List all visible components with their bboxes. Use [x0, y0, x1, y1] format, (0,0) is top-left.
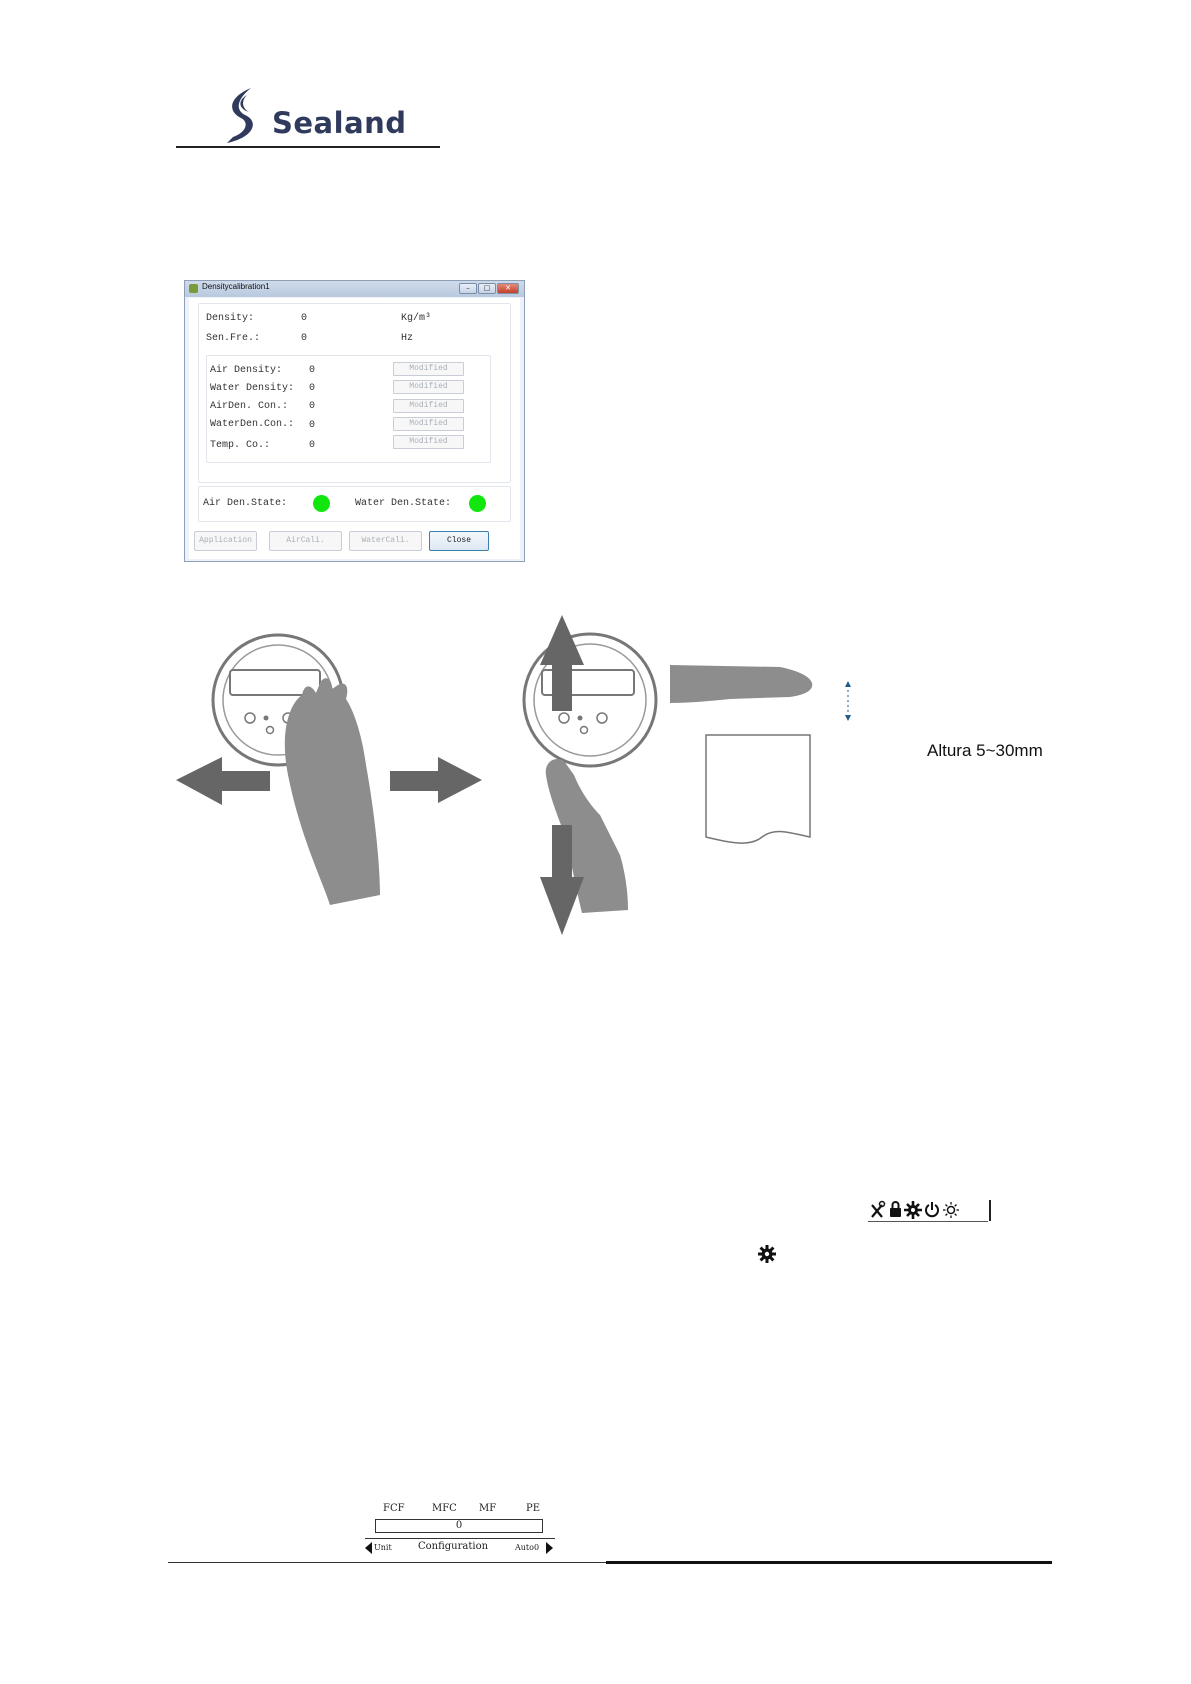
gear-icon [904, 1201, 922, 1219]
gesture-illustration [170, 615, 1050, 935]
sensor-frequency-label: Sen.Fre.: [206, 333, 261, 344]
maximize-icon[interactable]: □ [478, 283, 496, 294]
right-arrow-icon[interactable] [546, 1542, 553, 1554]
status-icon-row [868, 1197, 993, 1223]
water-density-constant-label: WaterDen.Con.: [210, 419, 295, 430]
water-density-label: Water Density: [210, 383, 295, 394]
water-density-modified-button[interactable]: Modified [393, 380, 464, 394]
air-density-label: Air Density: [210, 365, 283, 376]
air-density-state-indicator [313, 495, 330, 512]
temperature-coefficient-value: 0 [309, 440, 316, 451]
minimize-icon[interactable]: – [459, 283, 477, 294]
air-calibration-button[interactable]: AirCali. [269, 531, 342, 551]
brightness-icon [943, 1202, 959, 1218]
air-density-constant-label: AirDen. Con.: [210, 401, 289, 412]
density-value: 0 [301, 313, 308, 324]
height-range-label: Altura 5~30mm [927, 741, 1043, 760]
sensor-frequency-unit: Hz [401, 333, 414, 344]
water-density-state-label: Water Den.State: [355, 498, 452, 509]
air-density-value: 0 [309, 365, 316, 376]
arrow-left-icon [176, 757, 270, 805]
air-density-modified-button[interactable]: Modified [393, 362, 464, 376]
close-button[interactable]: Close [429, 531, 489, 551]
hand-height-illustration [670, 665, 812, 703]
lcd-label-mfc: MFC [432, 1503, 457, 1514]
air-density-state-label: Air Den.State: [203, 498, 288, 509]
window-titlebar[interactable] [185, 281, 524, 297]
water-density-state-indicator [469, 495, 486, 512]
arrow-right-icon [390, 757, 482, 803]
close-icon[interactable]: ✕ [497, 283, 519, 294]
water-density-constant-modified-button[interactable]: Modified [393, 417, 464, 431]
air-density-constant-value: 0 [309, 401, 316, 412]
header-divider [176, 146, 440, 148]
temperature-coefficient-modified-button[interactable]: Modified [393, 435, 464, 449]
meter-center-illustration [524, 634, 656, 766]
water-calibration-button[interactable]: WaterCali. [349, 531, 422, 551]
density-unit: Kg/m³ [401, 313, 432, 324]
sensor-frequency-value: 0 [301, 333, 308, 344]
window-title: Densitycalibration1 [202, 282, 270, 291]
brand-name: Sealand [272, 106, 407, 140]
lock-icon [890, 1202, 901, 1217]
lcd-unit-label: Unit [374, 1543, 392, 1552]
paper-illustration [706, 735, 810, 843]
lcd-divider [365, 1538, 555, 1539]
lcd-label-mf: MF [479, 1503, 497, 1514]
air-density-constant-modified-button[interactable]: Modified [393, 399, 464, 413]
density-label: Density: [206, 313, 255, 324]
window-body [189, 298, 520, 559]
power-icon [926, 1202, 938, 1216]
water-density-value: 0 [309, 383, 316, 394]
lcd-label-pe: PE [526, 1503, 541, 1514]
sealand-logo-icon [215, 85, 265, 147]
temperature-coefficient-label: Temp. Co.: [210, 440, 271, 451]
lcd-auto-zero-label: Auto0 [515, 1543, 540, 1552]
status-icons-underline [868, 1221, 988, 1222]
gear-icon [757, 1244, 777, 1264]
app-icon [189, 284, 198, 293]
hand-swipe-illustration [285, 678, 380, 905]
water-density-constant-value: 0 [309, 420, 316, 431]
left-arrow-icon[interactable] [365, 1542, 372, 1554]
lcd-value: 0 [455, 1520, 463, 1531]
density-calibration-window [184, 280, 525, 562]
footer-divider-thick [606, 1561, 1052, 1564]
height-marker-icon [845, 681, 851, 721]
status-icons-cursor [989, 1200, 991, 1221]
lcd-configuration-label: Configuration [418, 1541, 489, 1552]
tools-icon [872, 1202, 885, 1218]
lcd-label-fcf: FCF [383, 1503, 405, 1514]
application-button[interactable]: Application [194, 531, 257, 551]
